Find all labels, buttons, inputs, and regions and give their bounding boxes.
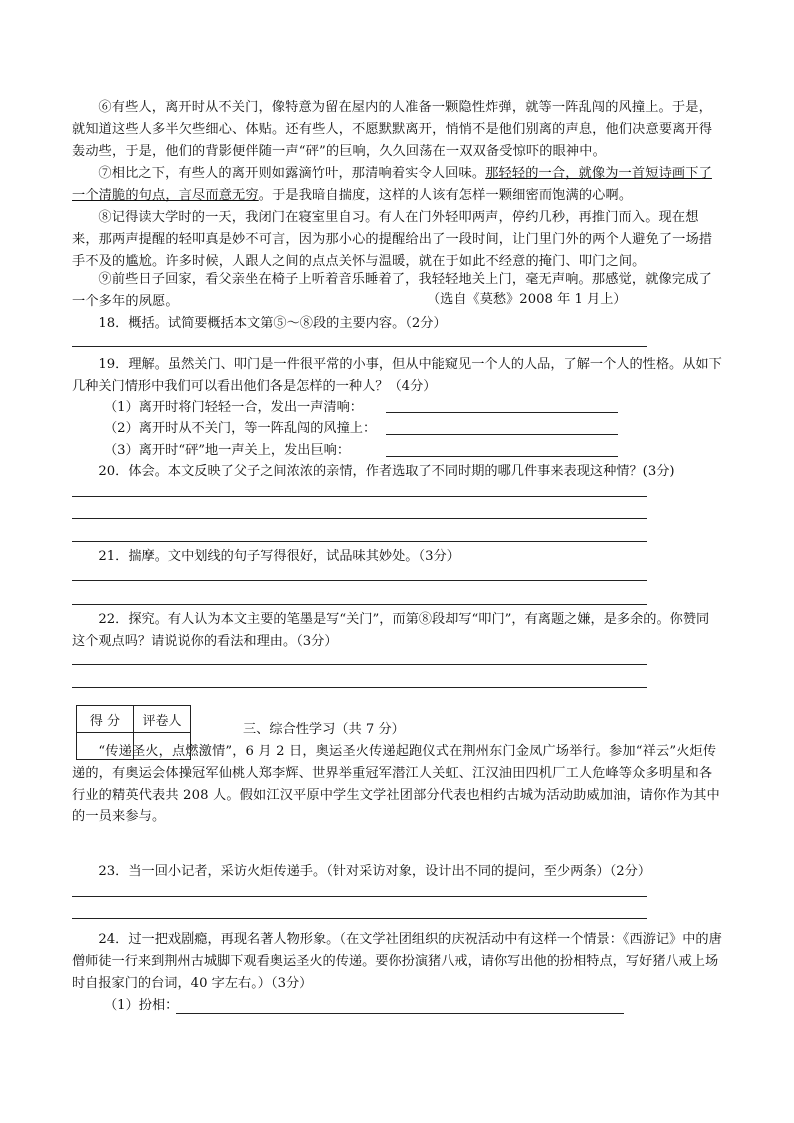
question-19-2: （2）离开时从不关门，等一阵乱闯的风撞上： (104, 421, 377, 436)
answer-line-23a[interactable] (72, 896, 647, 897)
underlined-sentence: 那轻轻的一合，就像为一首短诗画下了一个清脆的句点，言尽而意无穷 (72, 166, 712, 203)
paragraph-8: ⑧记得读大学时的一天，我闭门在寝室里自习。有人在门外轻叩两声，停约几秒，再推门而入。现在想来，那两声提醒的轻叩真是妙不可言，因为那小心的提醒给出了一段时间，让门里门外的两个人避免了一场措手不及的尴尬。许多时候，人跟人之间的点点关怀与温暖，就在于如此不经意的掩门、叩门之间。 (72, 210, 713, 269)
question-20: 20．体会。本文反映了父子之间浓浓的亲情，作者选取了不同时期的哪几件事来表现这种情？(3分) (98, 464, 675, 479)
paragraph-7-tail: 。于是我暗自揣度，这样的人该有怎样一颗细密而饱满的心啊。 (258, 187, 633, 203)
answer-line-23b[interactable] (72, 918, 647, 919)
score-header: 得 分 (77, 706, 134, 733)
question-19-1: （1）离开时将门轻轻一合，发出一声清响： (104, 400, 363, 415)
source-citation: （选自《莫愁》2008 年 1 月上） (427, 292, 627, 307)
answer-line-18[interactable] (72, 346, 647, 347)
answer-line-19-2[interactable] (386, 434, 618, 435)
answer-line-21b[interactable] (72, 604, 647, 605)
answer-line-20c[interactable] (72, 541, 647, 542)
question-23: 23．当一回小记者，采访火炬传递手。（针对采访对象，设计出不同的提问，至少两条）（2分） (98, 864, 652, 879)
question-21: 21．揣摩。文中划线的句子写得很好，试品味其妙处。（3分） (98, 549, 460, 564)
answer-line-22a[interactable] (72, 664, 647, 665)
question-18: 18．概括。试简要概括本文第⑤～⑧段的主要内容。（2分） (98, 316, 447, 331)
grader-header: 评卷人 (134, 706, 191, 733)
answer-line-21a[interactable] (72, 580, 647, 581)
paragraph-7-lead: ⑦相比之下，有些人的离开则如露滴竹叶，那清响着实令人回味。 (98, 166, 486, 181)
answer-line-20b[interactable] (72, 518, 647, 519)
answer-line-19-1[interactable] (386, 412, 618, 413)
answer-line-22b[interactable] (72, 687, 647, 688)
section-3-intro: “传递圣火，点燃激情”，6 月 2 日，奥运圣火传递起跑仪式在荆州东门金凤广场举行。参加“祥云”火炬传递的，有奥运会体操冠军仙桃人郑李辉、世界举重冠军潜江人关虹、江汉油田四机厂工人危峰等众多明星和各行业的精英代表共 208 人。假如江汉平原中学生文学社团部分代表也相约古城为活动助威加油，请你作为其中的一员来参与。 (72, 744, 720, 825)
question-19-3: （3）离开时“砰”地一声关上，发出巨响： (104, 443, 351, 458)
paragraph-9: ⑨前些日子回家，看父亲坐在椅子上听着音乐睡着了，我轻轻地关上门，毫无声响。那感觉，就像完成了一个多年的夙愿。 (72, 272, 712, 309)
answer-line-24-1[interactable] (176, 1013, 624, 1014)
question-24-1: （1）扮相： (104, 998, 179, 1013)
question-22: 22．探究。有人认为本文主要的笔墨是写“关门”，而第⑧段却写“叩门”，有离题之嫌，是多余的。你赞同这个观点吗？请说说你的看法和理由。（3分） (72, 612, 710, 649)
section-3-title: 三、综合性学习（共 7 分） (243, 722, 405, 737)
answer-line-20a[interactable] (72, 496, 647, 497)
paragraph-6: ⑥有些人，离开时从不关门，像特意为留在屋内的人准备一颗隐性炸弹，就等一阵乱闯的风撞上。于是，就知道这些人多半欠些细心、体贴。还有些人，不愿默默离开，悄悄不是他们别离的声息，他们决意要离开得轰动些，于是，他们的背影便伴随一声“砰”的巨响，久久回荡在一双双备受惊吓的眼神中。 (72, 100, 713, 159)
paragraph-7 (72, 163, 722, 207)
question-24: 24．过一把戏剧瘾，再现名著人物形象。（在文学社团组织的庆祝活动中有这样一个情景：《西游记》中的唐僧师徒一行来到荆州古城脚下观看奥运圣火的传递。要你扮演猪八戒，请你写出他的扮相特点，写好猪八戒上场时自报家门的台词，40 字左右。）（3分） (72, 932, 722, 991)
answer-line-19-3[interactable] (386, 456, 618, 457)
question-19: 19．理解。虽然关门、叩门是一件很平常的小事，但从中能窥见一个人的人品，了解一个人的性格。从如下几种关门情形中我们可以看出他们各是怎样的一种人？（4分） (72, 357, 722, 394)
